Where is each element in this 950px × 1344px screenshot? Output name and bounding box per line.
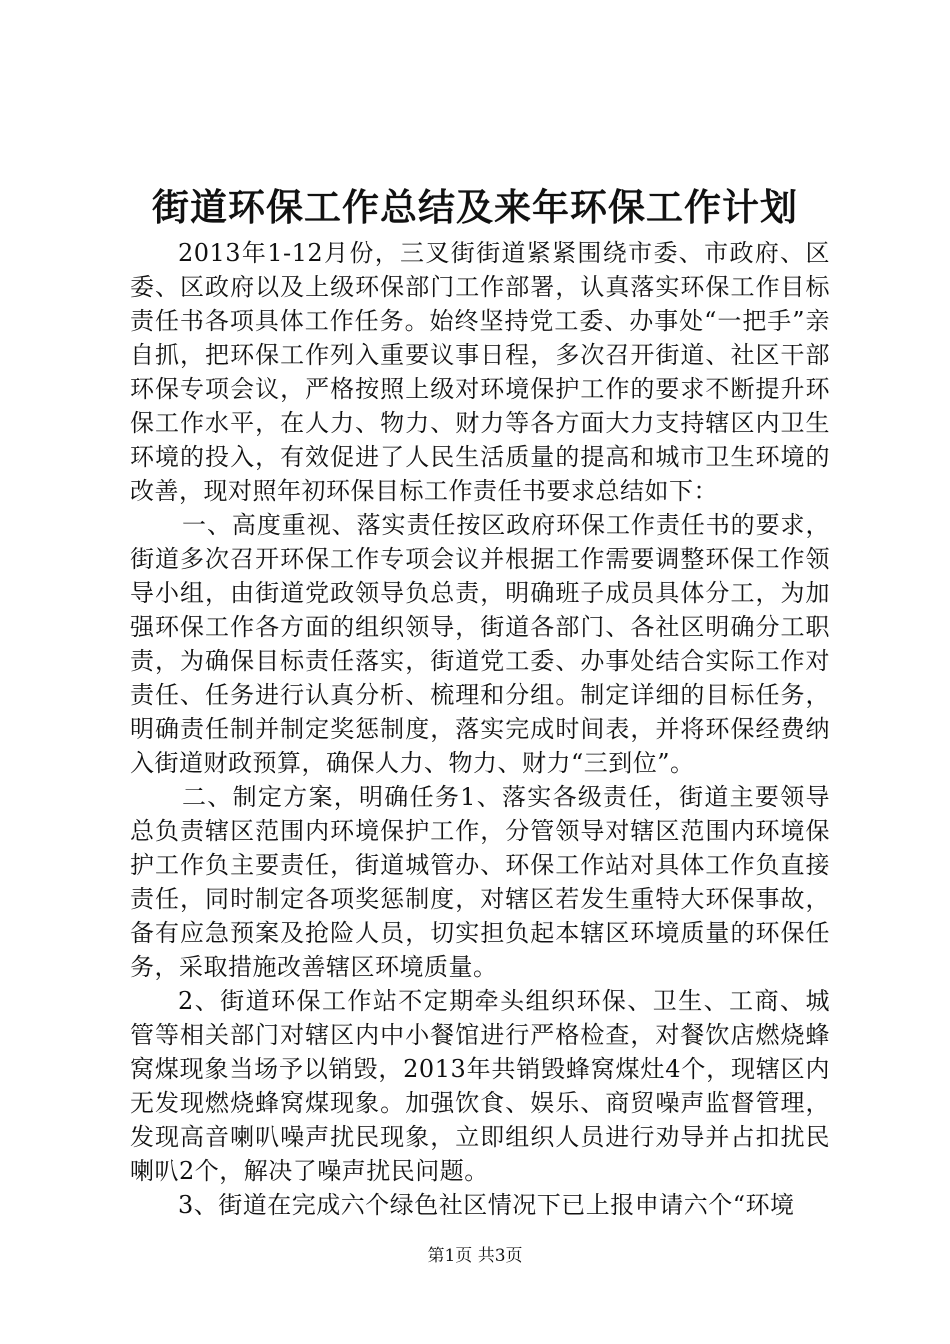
page-number-footer: 第1页 共3页 — [427, 1246, 523, 1266]
document-body — [130, 236, 830, 1222]
document-title: 街道环保工作总结及来年环保工作计划 — [152, 185, 798, 229]
paragraph-item-2: 2、街道环保工作站不定期牵头组织环保、卫生、工商、城管等相关部门对辖区内中小餐馆进行严格检查，对餐饮店燃烧蜂窝煤现象当场予以销毁，2013年共销毁蜂窝煤灶4个，现辖区内无发现燃烧蜂窝煤现象。加强饮食、娱乐、商贸噪声监督管理，发现高音喇叭噪声扰民现象，立即组织人员进行劝导并占扣扰民喇叭2个，解决了噪声扰民问题。 — [130, 987, 830, 1185]
paragraph-item-3: 3、街道在完成六个绿色社区情况下已上报申请六个“环境 — [178, 1191, 795, 1219]
paragraph-section-2: 二、制定方案，明确任务1、落实各级责任，街道主要领导总负责辖区范围内环境保护工作，分管领导对辖区范围内环境保护工作负主要责任，街道城管办、环保工作站对具体工作负直接责任，同时制定各项奖惩制度，对辖区若发生重特大环保事故，备有应急预案及抢险人员，切实担负起本辖区环境质量的环保任务，采取措施改善辖区环境质量。 — [130, 783, 830, 981]
paragraph-intro: 2013年1-12月份，三叉街街道紧紧围绕市委、市政府、区委、区政府以及上级环保部门工作部署，认真落实环保工作目标责任书各项具体工作任务。始终坚持党工委、办事处“一把手”亲自抓，把环保工作列入重要议事日程，多次召开街道、社区干部环保专项会议，严格按照上级对环境保护工作的要求不断提升环保工作水平，在人力、物力、财力等各方面大力支持辖区内卫生环境的投入，有效促进了人民生活质量的提高和城市卫生环境的改善，现对照年初环保目标工作责任书要求总结如下： — [130, 239, 830, 505]
paragraph-section-1: 一、高度重视、落实责任按区政府环保工作责任书的要求，街道多次召开环保工作专项会议并根据工作需要调整环保工作领导小组，由街道党政领导负总责，明确班子成员具体分工，为加强环保工作各方面的组织领导，街道各部门、各社区明确分工职责，为确保目标责任落实，街道党工委、办事处结合实际工作对责任、任务进行认真分析、梳理和分组。制定详细的目标任务，明确责任制并制定奖惩制度，落实完成时间表，并将环保经费纳入街道财政预算，确保人力、物力、财力“三到位”。 — [130, 511, 830, 777]
